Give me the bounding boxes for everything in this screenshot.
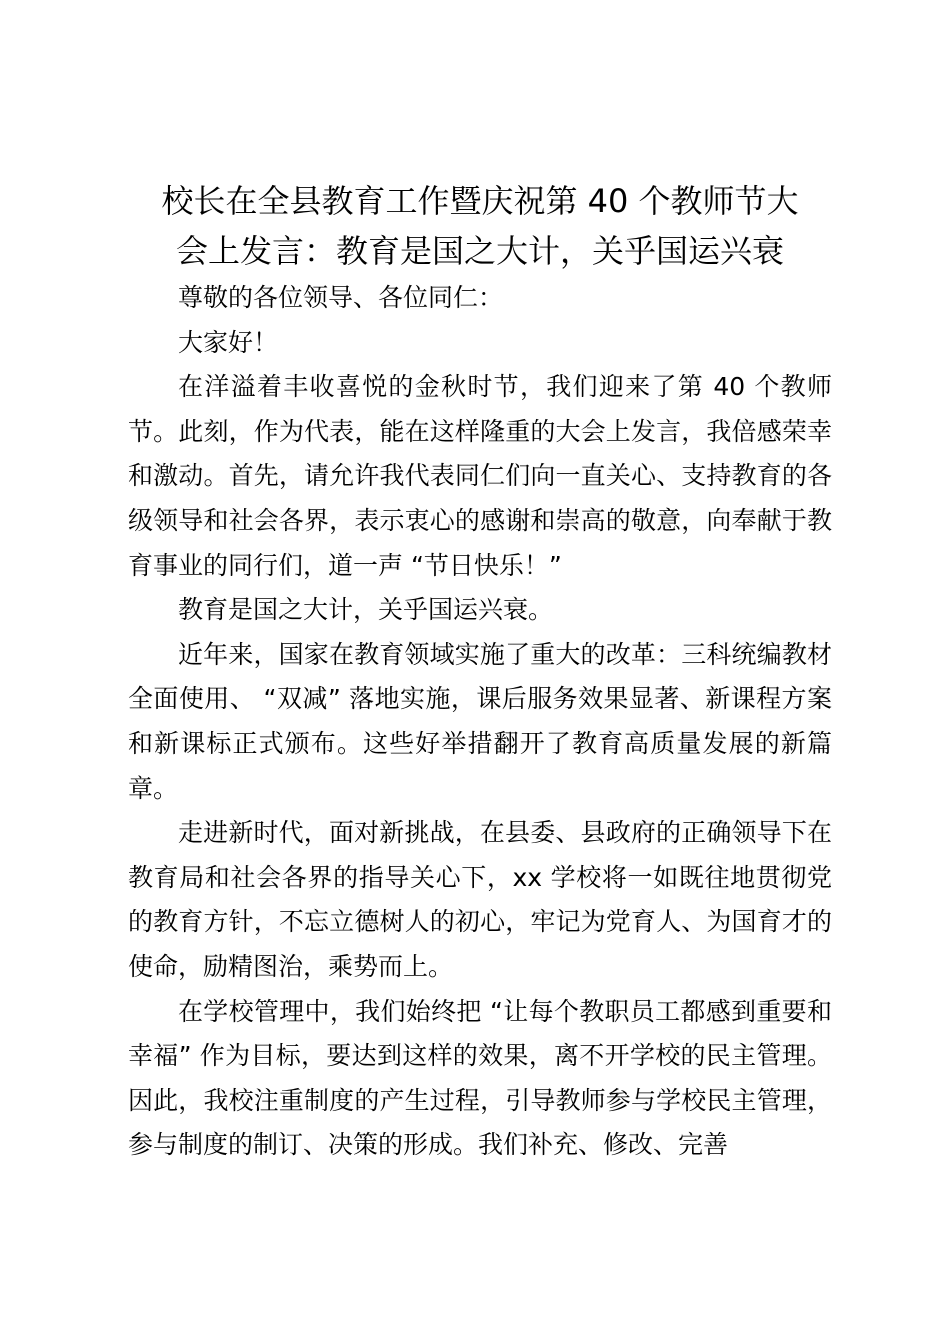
salutation-paragraph: 尊敬的各位领导、各位同仁： [178, 283, 504, 312]
greeting-paragraph: 大家好！ [178, 327, 279, 357]
document-title [128, 176, 832, 276]
body-paragraph: 在学校管理中，我们始终把 “让每个教职员工都感到重要和幸福” 作为目标，要达到这样的效果，离不开学校的民主管理。因此，我校注重制度的产生过程，引导教师参与学校民主管理，参与制度的制订、决策的形成。我们补充、修改、完善 [128, 996, 832, 1160]
body-paragraph: 教育是国之大计，关乎国运兴衰。 [178, 595, 554, 625]
body-paragraph: 走进新时代，面对新挑战，在县委、县政府的正确领导下在教育局和社会各界的指导关心下，xx 学校将一如既往地贯彻党的教育方针，不忘立德树人的初心，牢记为党育人、为国育才的使命，励精图治，乘势而上。 [128, 818, 832, 981]
document-page [128, 176, 832, 1168]
title-line-1: 校长在全县教育工作暨庆祝第 40 个教师节大 [161, 182, 799, 220]
title-line-2: 会上发言：教育是国之大计，关乎国运兴衰 [175, 232, 784, 270]
body-paragraph: 近年来，国家在教育领域实施了重大的改革：三科统编教材全面使用、 “双减” 落地实施，课后服务效果显著、新课程方案和新课标正式颁布。这些好举措翻开了教育高质量发展的新篇章。 [128, 639, 832, 803]
document-body [128, 276, 832, 1168]
body-paragraph: 在洋溢着丰收喜悦的金秋时节，我们迎来了第 40 个教师节。此刻，作为代表，能在这样隆重的大会上发言，我倍感荣幸和激动。首先，请允许我代表同仁们向一直关心、支持教育的各级领导和社会各界，表示衷心的感谢和崇高的敬意，向奉献于教育事业的同行们，道一声 “节日快乐！” [128, 372, 832, 580]
